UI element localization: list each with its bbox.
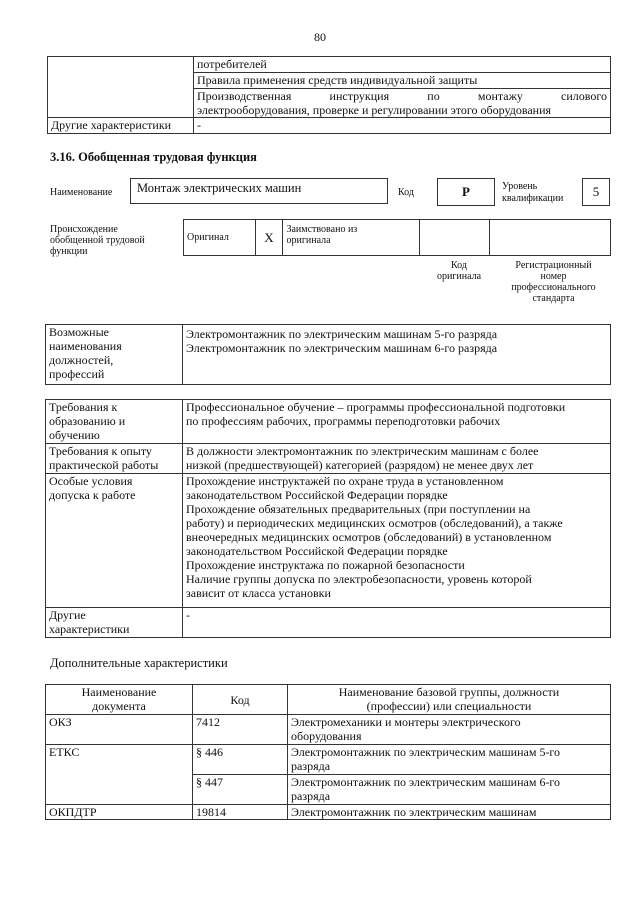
row-name-line: оборудования: [291, 729, 362, 743]
row-name-line: разряда: [291, 789, 331, 803]
edu-line-1: Профессиональное обучение – программы профессиональной подготовки: [186, 400, 566, 414]
row-name-line: разряда: [291, 759, 331, 773]
head-doc-2: документа: [92, 699, 146, 713]
name-field: [130, 178, 388, 204]
exp-line-2: низкой (предшествующей) категорией (разрядом) не менее двух лет: [186, 458, 534, 472]
table-row: [46, 805, 611, 820]
row-name-line: Электромонтажник по электрическим машинам 6-го: [291, 775, 561, 789]
row-doc: ЕТКС: [46, 745, 193, 805]
top-row-3: Производственная инструкция по монтажу силового: [197, 89, 607, 103]
additional-title: Дополнительные характеристики: [50, 656, 228, 670]
borrowed-label-2: оригинала: [286, 235, 331, 246]
reg-number-cell: [489, 220, 610, 256]
level-label-1: Уровень: [502, 181, 538, 192]
head-name-2: (профессии) или специальности: [366, 699, 532, 713]
cond-line-6: законодательством Российской Федерации порядке: [186, 544, 448, 558]
row-doc: ОКЗ: [46, 715, 193, 745]
positions-label-2: наименования: [49, 339, 122, 353]
row-code: § 447: [193, 775, 288, 805]
level-value: 5: [582, 178, 610, 206]
code-label: Код: [398, 187, 414, 198]
exp-label-1: Требования к опыту: [49, 444, 152, 458]
level-label-2: квалификации: [502, 193, 564, 204]
top-row-1: потребителей: [194, 57, 611, 73]
additional-table: [45, 684, 611, 820]
cond-line-4: работу) и периодических медицинских осмотров (обследований), а также: [186, 516, 563, 530]
top-row-4: электрооборудования, проверке и регулировании этого оборудования: [197, 103, 552, 117]
cond-line-8: Наличие группы допуска по электробезопасности, уровень которой: [186, 572, 532, 586]
cond-line-5: внеочередных медицинских осмотров (обследований) в установленном: [186, 530, 552, 544]
cond-line-3: Прохождение обязательных предварительных (при поступлении на: [186, 502, 531, 516]
section-title: 3.16. Обобщенная трудовая функция: [50, 150, 257, 164]
original-label: Оригинал: [184, 220, 256, 256]
positions-label-4: профессий: [49, 367, 105, 381]
row-code: § 446: [193, 745, 288, 775]
requirements-table: [45, 399, 611, 638]
position-1: Электромонтажник по электрическим машинам 5-го разряда: [186, 327, 498, 341]
cond-line-9: зависит от класса установки: [186, 586, 331, 600]
positions-label-3: должностей,: [49, 353, 114, 367]
cond-line-2: законодательством Российской Федерации порядке: [186, 488, 448, 502]
row-name-line: Электромеханики и монтеры электрического: [291, 715, 521, 729]
name-value: Монтаж электрических машин: [137, 181, 302, 195]
head-doc-1: Наименование: [81, 685, 157, 699]
origin-label-3: функции: [50, 246, 88, 257]
cond-line-7: Прохождение инструктажа по пожарной безопасности: [186, 558, 465, 572]
borrowed-label-1: Заимствовано из: [286, 224, 358, 235]
cond-line-1: Прохождение инструктажей по охране труда в установленном: [186, 474, 504, 488]
code-caption: Код оригинала: [436, 260, 482, 282]
origin-label-1: Происхождение: [50, 224, 118, 235]
origin-label-2: обобщенной трудовой: [50, 235, 145, 246]
other-char-value: -: [194, 118, 611, 134]
position-2: Электромонтажник по электрическим машинам 6-го разряда: [186, 341, 498, 355]
req-other-label-2: характеристики: [49, 622, 130, 636]
head-name-1: Наименование базовой группы, должности: [338, 685, 560, 699]
reg-caption: Регистрационный номер профессионального стандарта: [511, 260, 596, 304]
row-code: 19814: [193, 805, 288, 820]
cond-label-2: допуска к работе: [49, 488, 136, 502]
origin-table: [183, 219, 611, 256]
edu-label-3: обучению: [49, 428, 100, 442]
original-mark: X: [255, 220, 283, 256]
original-code-cell: [420, 220, 489, 256]
other-char-label: Другие характеристики: [48, 118, 194, 134]
top-row-2: Правила применения средств индивидуальной защиты: [194, 73, 611, 89]
cond-label-1: Особые условия: [49, 474, 133, 488]
exp-line-1: В должности электромонтажник по электрическим машинам с более: [186, 444, 539, 458]
positions-label-1: Возможные: [49, 325, 109, 339]
edu-label-1: Требования к: [49, 400, 118, 414]
top-table: [47, 56, 611, 134]
table-row: [46, 745, 611, 775]
req-other-label-1: Другие: [49, 608, 86, 622]
edu-label-2: образованию и: [49, 414, 126, 428]
edu-line-2: по профессиям рабочих, программы переподготовки рабочих: [186, 414, 501, 428]
row-name-line: Электромонтажник по электрическим машинам 5-го: [291, 745, 561, 759]
positions-table: [45, 324, 611, 385]
req-other-value: -: [183, 608, 611, 638]
row-name-line: Электромонтажник по электрическим машинам: [288, 805, 611, 820]
exp-label-2: практической работы: [49, 458, 159, 472]
head-code: Код: [193, 685, 288, 715]
name-label: Наименование: [50, 187, 113, 198]
row-doc: ОКПДТР: [46, 805, 193, 820]
code-value: P: [437, 178, 495, 206]
row-code: 7412: [193, 715, 288, 745]
page-number: 80: [314, 30, 326, 44]
table-row: [46, 715, 611, 745]
